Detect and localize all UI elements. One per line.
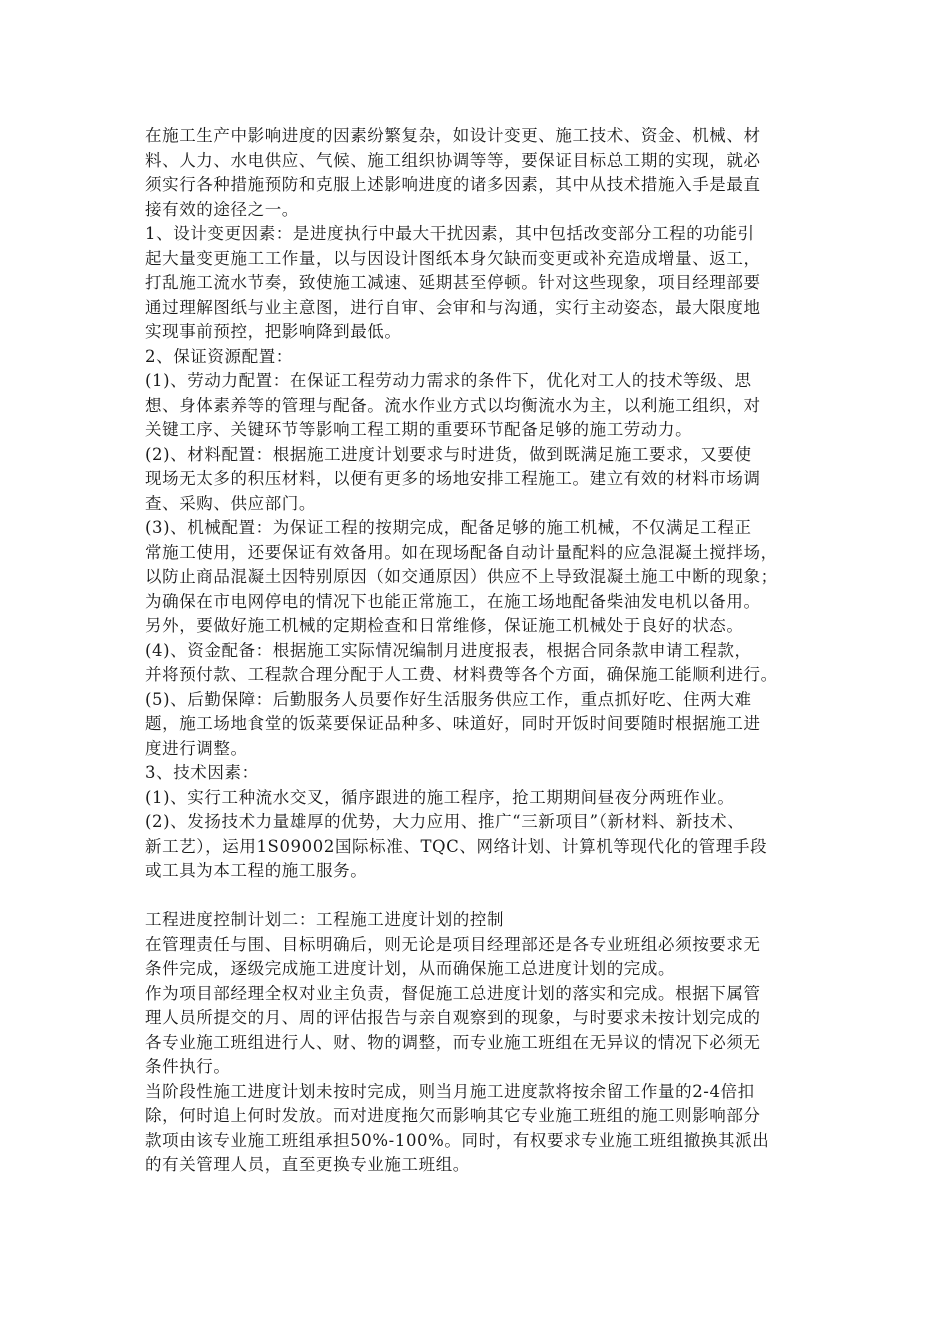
text-line: 为确保在市电网停电的情况下也能正常施工，在施工场地配备柴油发电机以备用。 — [145, 591, 761, 611]
text-line: 条件执行。 — [145, 1057, 231, 1076]
text-line: 常施工使用，还要保证有效备用。如在现场配备自动计量配料的应急混凝土搅拌场， — [145, 542, 778, 562]
text-line: 理人员所提交的月、周的评估报告与亲自观察到的现象，与时要求未按计划完成的 — [145, 1008, 761, 1027]
text-line: 新工艺），运用1S09002国际标准、TQC、网络计划、计算机等现代化的管理手段 — [145, 836, 768, 856]
text-line: 2、保证资源配置： — [145, 346, 293, 366]
text-line: 在管理责任与围、目标明确后，则无论是项目经理部还是各专业班组必须按要求无 — [145, 934, 761, 954]
text-line: 料、人力、水电供应、气候、施工组织协调等等，要保证目标总工期的实现，就必 — [145, 150, 761, 170]
text-line: 查、采购、供应部门。 — [145, 493, 316, 513]
text-line: (1)、劳动力配置：在保证工程劳动力需求的条件下，优化对工人的技术等级、思 — [145, 371, 752, 390]
text-line: 起大量变更施工工作量，以与因设计图纸本身欠缺而变更或补充造成增量、返工， — [145, 248, 761, 268]
text-line: 在施工生产中影响进度的因素纷繁复杂，如设计变更、施工技术、资金、机械、材 — [145, 126, 761, 145]
text-line: 题，施工场地食堂的饭菜要保证品种多、味道好，同时开饭时间要随时根据施工进 — [145, 714, 761, 733]
text-line: 各专业施工班组进行人、财、物的调整，而专业施工班组在无异议的情况下必须无 — [145, 1032, 761, 1052]
text-line: 除，何时追上何时发放。而对进度拖欠而影响其它专业施工班组的施工则影响部分 — [145, 1106, 761, 1125]
text-line: 通过理解图纸与业主意图，进行自审、会审和与沟通，实行主动姿态，最大限度地 — [145, 297, 761, 317]
section-progress-factors — [145, 124, 825, 884]
text-line: 关键工序、关键环节等影响工程工期的重要环节配备足够的施工劳动力。 — [145, 420, 693, 439]
text-line: 打乱施工流水节奏，致使施工减速、延期甚至停顿。针对这些现象，项目经理部要 — [145, 273, 761, 292]
text-line: 的有关管理人员，直至更换专业施工班组。 — [145, 1155, 470, 1174]
text-line: (2)、材料配置：根据施工进度计划要求与时进货，做到既满足施工要求，又要使 — [145, 444, 752, 464]
text-line: 款项由该专业施工班组承担50%-100%。同时，有权要求专业施工班组撤换其派出 — [145, 1130, 770, 1150]
section-schedule-control — [145, 908, 825, 1178]
text-line: (4)、资金配备：根据施工实际情况编制月进度报表，根据合同条款申请工程款， — [145, 640, 752, 660]
text-line: (1)、实行工种流水交叉，循序跟进的施工程序，抢工期期间昼夜分两班作业。 — [145, 787, 735, 807]
section-spacer — [145, 884, 825, 909]
text-line: 并将预付款、工程款合理分配于人工费、材料费等各个方面，确保施工能顺利进行。 — [145, 665, 778, 684]
text-line: 须实行各种措施预防和克服上述影响进度的诸多因素，其中从技术措施入手是最直 — [145, 175, 761, 194]
text-line: 以防止商品混凝土因特别原因（如交通原因）供应不上导致混凝土施工中断的现象； — [145, 567, 778, 586]
text-line: 实现事前预控，把影响降到最低。 — [145, 322, 402, 341]
text-line: 当阶段性施工进度计划未按时完成，则当月施工进度款将按余留工作量的2-4倍扣 — [145, 1081, 755, 1101]
text-line: (3)、机械配置：为保证工程的按期完成，配备足够的施工机械，不仅满足工程正 — [145, 518, 752, 537]
text-line: 度进行调整。 — [145, 738, 248, 758]
text-line: (2)、发扬技术力量雄厚的优势，大力应用、推广“三新项目”（新材料、新技术、 — [145, 812, 745, 831]
text-line: 3、技术因素： — [145, 763, 259, 782]
text-line: 工程进度控制计划二：工程施工进度计划的控制 — [145, 910, 505, 929]
text-line: (5)、后勤保障：后勤服务人员要作好生活服务供应工作，重点抓好吃、住两大难 — [145, 689, 752, 709]
text-line: 或工具为本工程的施工服务。 — [145, 861, 368, 880]
text-line: 条件完成，逐级完成施工进度计划，从而确保施工总进度计划的完成。 — [145, 959, 676, 978]
text-line: 作为项目部经理全权对业主负责，督促施工总进度计划的落实和完成。根据下属管 — [145, 983, 761, 1003]
text-line: 接有效的途径之一。 — [145, 199, 299, 219]
document-body — [145, 124, 825, 1178]
text-line: 想、身体素养等的管理与配备。流水作业方式以均衡流水为主，以利施工组织，对 — [145, 395, 761, 415]
text-line: 另外，要做好施工机械的定期检查和日常维修，保证施工机械处于良好的状态。 — [145, 616, 744, 635]
text-line: 1、设计变更因素：是进度执行中最大干扰因素，其中包括改变部分工程的功能引 — [145, 224, 755, 243]
text-line: 现场无太多的积压材料，以便有更多的场地安排工程施工。建立有效的材料市场调 — [145, 469, 761, 488]
